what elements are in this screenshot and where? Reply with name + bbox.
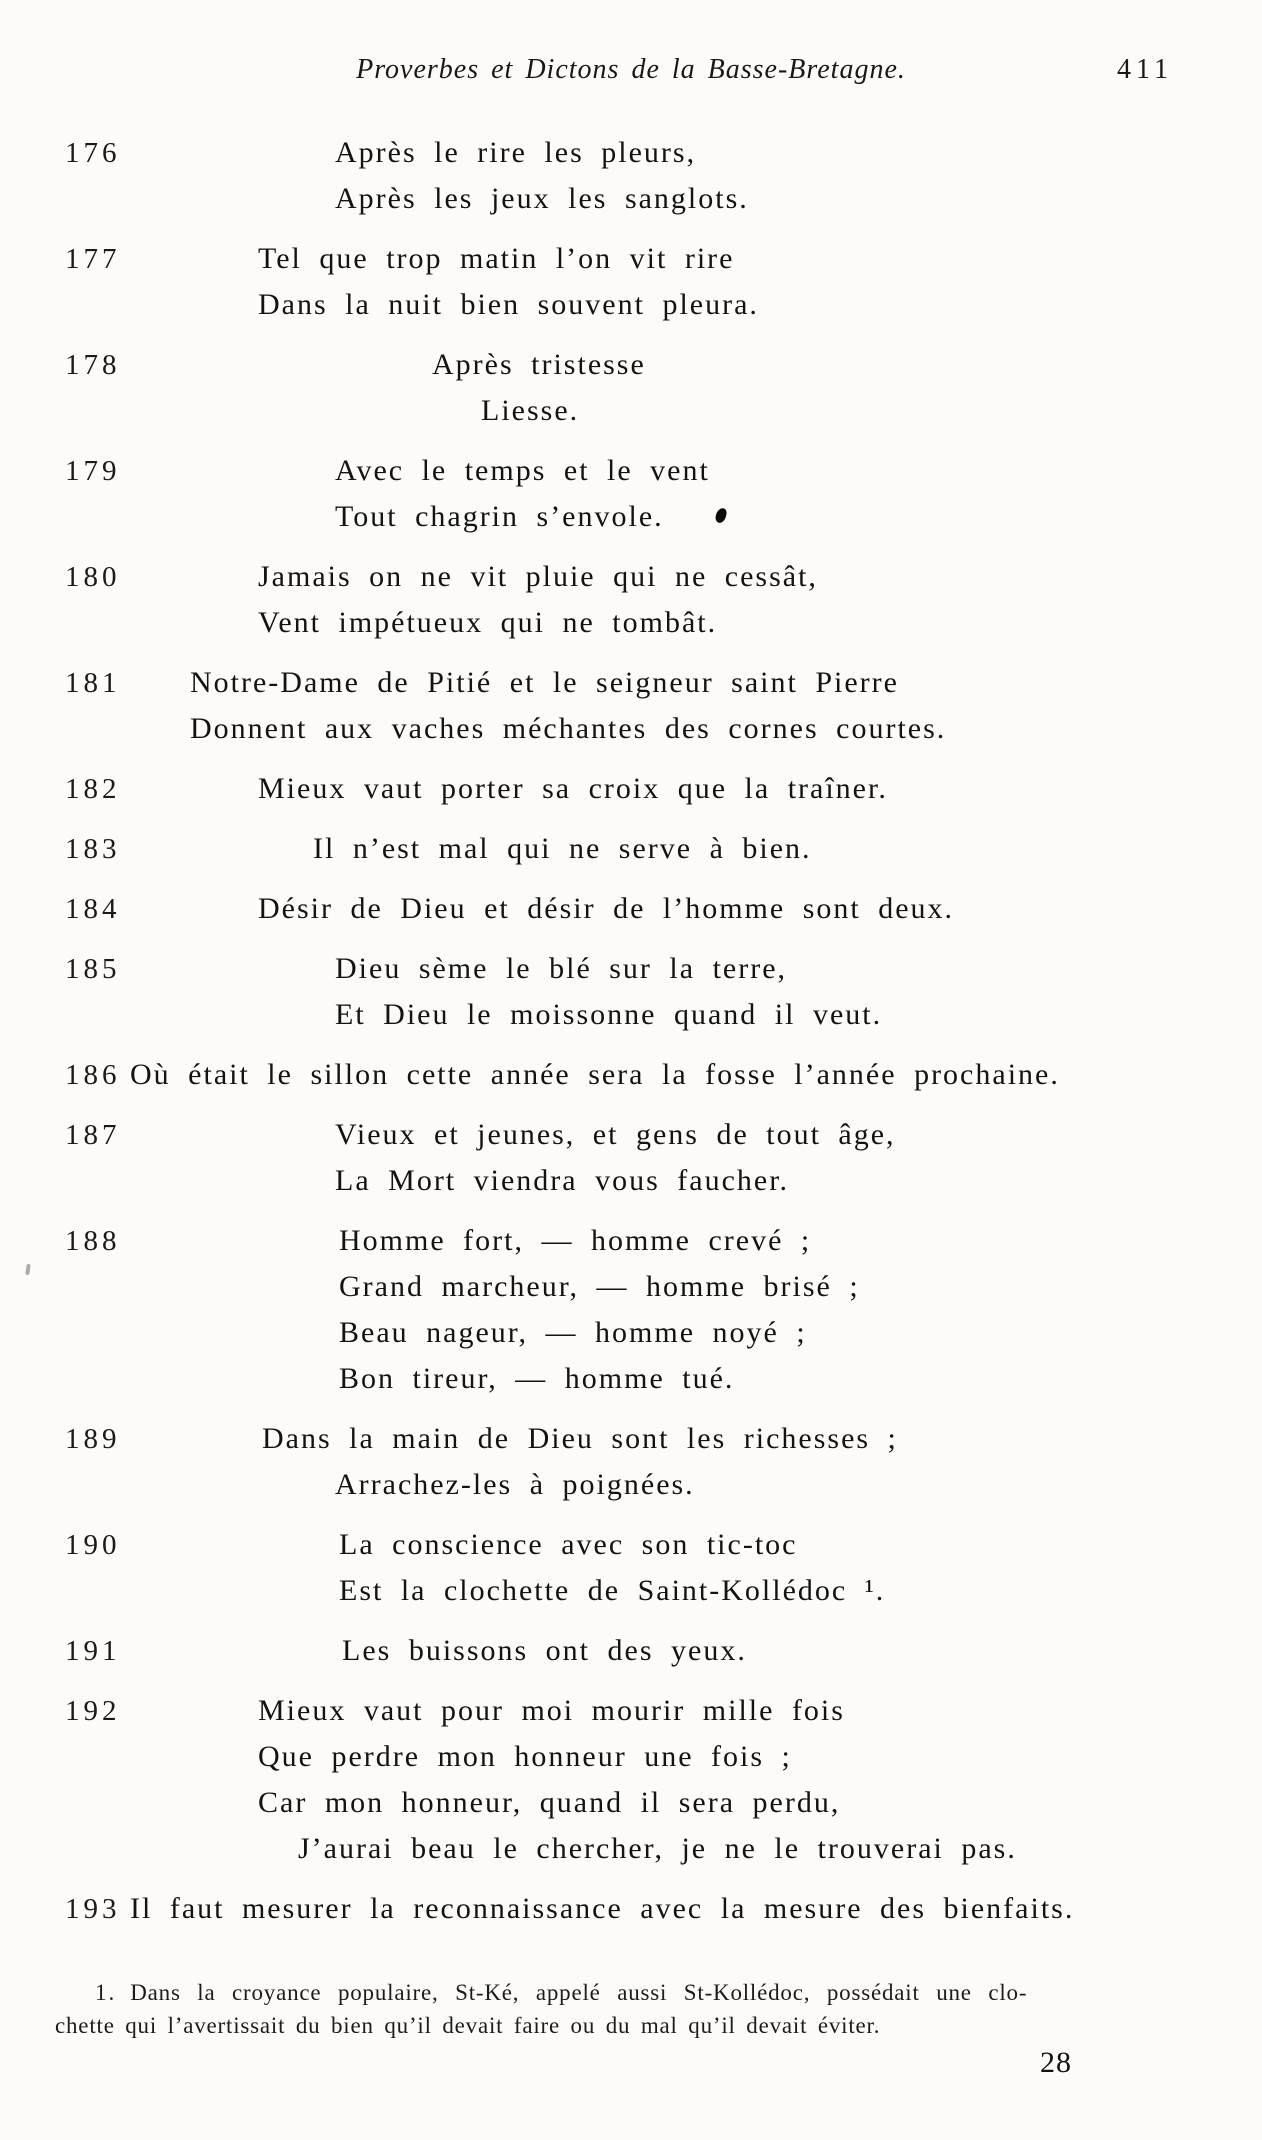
proverb-line: Beau nageur, — homme noyé ; [339, 1316, 807, 1349]
proverb-193 [0, 1886, 1262, 1932]
proverb-line: Tel que trop matin l’on vit rire [258, 242, 735, 275]
proverb-180 [0, 554, 1262, 646]
proverb-line: Dieu sème le blé sur la terre, [335, 952, 788, 985]
proverb-line: Dans la main de Dieu sont les richesses ; [262, 1422, 898, 1455]
proverb-line: Vent impétueux qui ne tombât. [258, 606, 718, 639]
proverb-line: Après tristesse [432, 348, 646, 381]
proverb-line: Homme fort, — homme crevé ; [339, 1224, 812, 1257]
proverb-183 [0, 826, 1262, 872]
signature-mark: 28 [1040, 2046, 1072, 2079]
proverb-line: Que perdre mon honneur une fois ; [258, 1740, 792, 1773]
proverb-line: La Mort viendra vous faucher. [335, 1164, 790, 1197]
proverb-number: 176 [65, 137, 121, 169]
proverb-192 [0, 1688, 1262, 1872]
proverb-line: Avec le temps et le vent [335, 454, 710, 487]
proverb-line: Et Dieu le moissonne quand il veut. [335, 998, 883, 1031]
proverb-190 [0, 1522, 1262, 1614]
proverb-number: 185 [65, 953, 121, 985]
proverb-line: Il faut mesurer la reconnaissance avec la mesure des bienfaits. [130, 1892, 1075, 1925]
proverb-number: 177 [65, 243, 121, 275]
footnote [55, 1976, 1220, 2042]
proverb-line: Après les jeux les sanglots. [335, 182, 749, 215]
proverb-line: Tout chagrin s’envole. [335, 500, 664, 533]
proverb-number: 180 [65, 561, 121, 593]
proverb-181 [0, 660, 1262, 752]
proverb-189 [0, 1416, 1262, 1508]
proverb-187 [0, 1112, 1262, 1204]
proverb-number: 193 [65, 1893, 121, 1925]
proverb-line: Dans la nuit bien souvent pleura. [258, 288, 759, 321]
proverb-number: 179 [65, 455, 121, 487]
proverb-line: Car mon honneur, quand il sera perdu, [258, 1786, 841, 1819]
proverb-line: Il n’est mal qui ne serve à bien. [313, 832, 812, 865]
proverb-191 [0, 1628, 1262, 1674]
proverb-number: 188 [65, 1225, 121, 1257]
proverb-182 [0, 766, 1262, 812]
running-title: Proverbes et Dictons de la Basse-Bretagne. [356, 54, 906, 85]
proverb-177 [0, 236, 1262, 328]
footnote-line [55, 1976, 1220, 2009]
page-header [0, 54, 1262, 94]
proverb-line: Liesse. [481, 394, 580, 427]
proverb-number: 187 [65, 1119, 121, 1151]
proverb-number: 184 [65, 893, 121, 925]
proverb-176 [0, 130, 1262, 222]
proverb-line: Vieux et jeunes, et gens de tout âge, [335, 1118, 896, 1151]
proverb-line: Notre-Dame de Pitié et le seigneur saint Pierre [190, 666, 899, 699]
proverb-188 [0, 1218, 1262, 1402]
footnote-text: Dans la croyance populaire, St-Ké, appelé aussi St-Kollédoc, possédait une clo- [130, 1980, 1028, 2005]
proverb-number: 192 [65, 1695, 121, 1727]
proverb-number: 181 [65, 667, 121, 699]
proverb-number: 189 [65, 1423, 121, 1455]
proverb-number: 182 [65, 773, 121, 805]
proverb-line: Mieux vaut porter sa croix que la traîner. [258, 772, 888, 805]
proverb-186 [0, 1052, 1262, 1098]
proverb-number: 191 [65, 1635, 121, 1667]
proverb-line: Est la clochette de Saint-Kollédoc ¹. [339, 1574, 886, 1607]
proverb-line: Après le rire les pleurs, [335, 136, 697, 169]
proverb-179 [0, 448, 1262, 540]
proverb-178 [0, 342, 1262, 434]
proverb-line: Arrachez-les à poignées. [335, 1468, 695, 1501]
proverb-line: J’aurai beau le chercher, je ne le trouverai pas. [298, 1832, 1017, 1865]
proverb-line: Grand marcheur, — homme brisé ; [339, 1270, 860, 1303]
footnote-marker: 1. [95, 1980, 117, 2005]
proverb-number: 183 [65, 833, 121, 865]
proverb-number: 186 [65, 1059, 121, 1091]
proverb-line: La conscience avec son tic-toc [339, 1528, 798, 1561]
proverb-line: Bon tireur, — homme tué. [339, 1362, 735, 1395]
proverb-list [0, 130, 1262, 1932]
page-number: 411 [1117, 54, 1173, 85]
proverb-line: Désir de Dieu et désir de l’homme sont deux. [258, 892, 955, 925]
proverb-line: Les buissons ont des yeux. [342, 1634, 747, 1667]
proverb-number: 190 [65, 1529, 121, 1561]
proverb-line: Jamais on ne vit pluie qui ne cessât, [258, 560, 818, 593]
proverb-line: Donnent aux vaches méchantes des cornes courtes. [190, 712, 947, 745]
footnote-line: chette qui l’avertissait du bien qu’il devait faire ou du mal qu’il devait éviter. [55, 2013, 881, 2038]
proverb-line: Où était le sillon cette année sera la fosse l’année prochaine. [130, 1058, 1060, 1091]
proverb-185 [0, 946, 1262, 1038]
proverb-184 [0, 886, 1262, 932]
proverb-number: 178 [65, 349, 121, 381]
proverb-line: Mieux vaut pour moi mourir mille fois [258, 1694, 845, 1727]
